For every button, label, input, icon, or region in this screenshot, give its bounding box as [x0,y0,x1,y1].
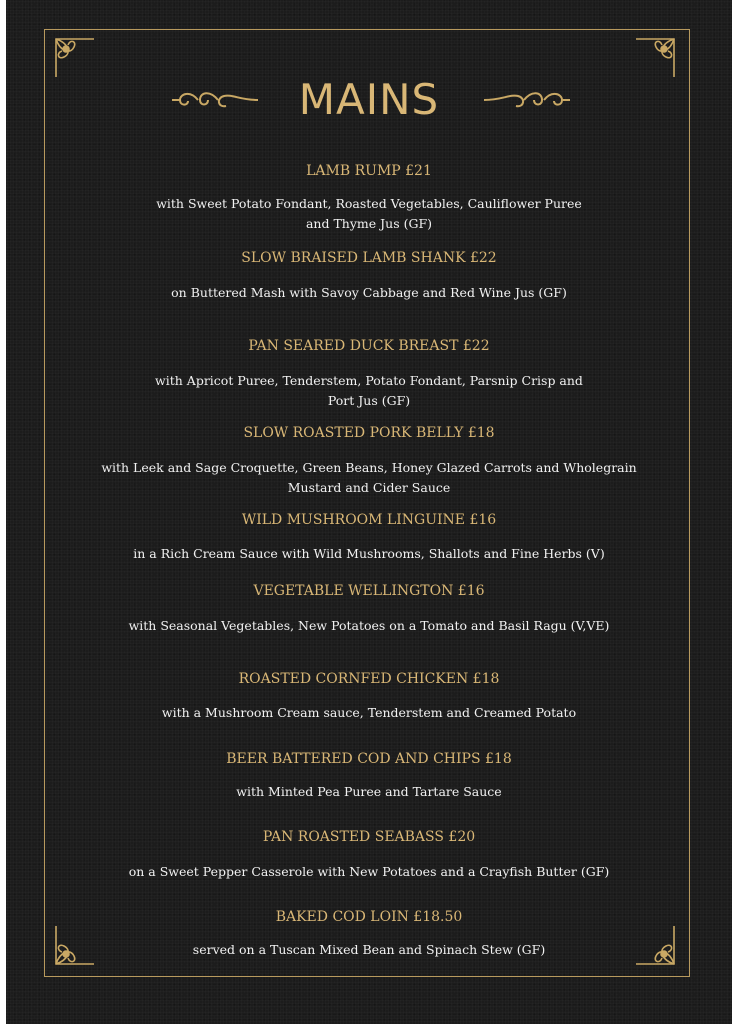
menu-item-description: with a Mushroom Cream sauce, Tenderstem and Creamed Potato [161,705,577,720]
menu-item-description: on Buttered Mash with Savoy Cabbage and Red Wine Jus (GF) [171,285,567,300]
menu-item-description: with Leek and Sage Croquette, Green Beans, Honey Glazed Carrots and Wholegrain Mustard and Cider Sauce [101,460,637,495]
menu-item-name: ROASTED CORNFED CHICKEN £18 [238,671,500,687]
menu-item-description: in a Rich Cream Sauce with Wild Mushrooms, Shallots and Fine Herbs (V) [133,546,605,561]
menu-item-name: PAN SEARED DUCK BREAST £22 [248,338,490,354]
page-title: MAINS [298,75,440,124]
menu-item-name: BEER BATTERED COD AND CHIPS £18 [226,751,512,767]
menu-item-name: VEGETABLE WELLINGTON £16 [253,583,485,599]
menu-item-name: SLOW ROASTED PORK BELLY £18 [243,425,495,441]
menu-item-name: SLOW BRAISED LAMB SHANK £22 [241,250,497,266]
menu-item-name: PAN ROASTED SEABASS £20 [262,829,476,845]
menu-item-description: on a Sweet Pepper Casserole with New Potatoes and a Crayfish Butter (GF) [128,864,610,879]
menu-item-description: served on a Tuscan Mixed Bean and Spinach Stew (GF) [192,942,546,957]
menu-item-description: with Seasonal Vegetables, New Potatoes on a Tomato and Basil Ragu (V,VE) [128,618,610,633]
menu-item-name: WILD MUSHROOM LINGUINE £16 [241,512,497,528]
flourish-icon [482,84,572,114]
menu-item-description: with Minted Pea Puree and Tartare Sauce [236,784,502,799]
menu-item-name: LAMB RUMP £21 [306,163,432,179]
title-row [0,72,738,128]
menu-item-description: with Sweet Potato Fondant, Roasted Vegetables, Cauliflower Puree and Thyme Jus (GF) [156,196,582,231]
menu-item-name: BAKED COD LOIN £18.50 [275,909,463,925]
menu-item-description: with Apricot Puree, Tenderstem, Potato Fondant, Parsnip Crisp and Port Jus (GF) [155,373,583,408]
